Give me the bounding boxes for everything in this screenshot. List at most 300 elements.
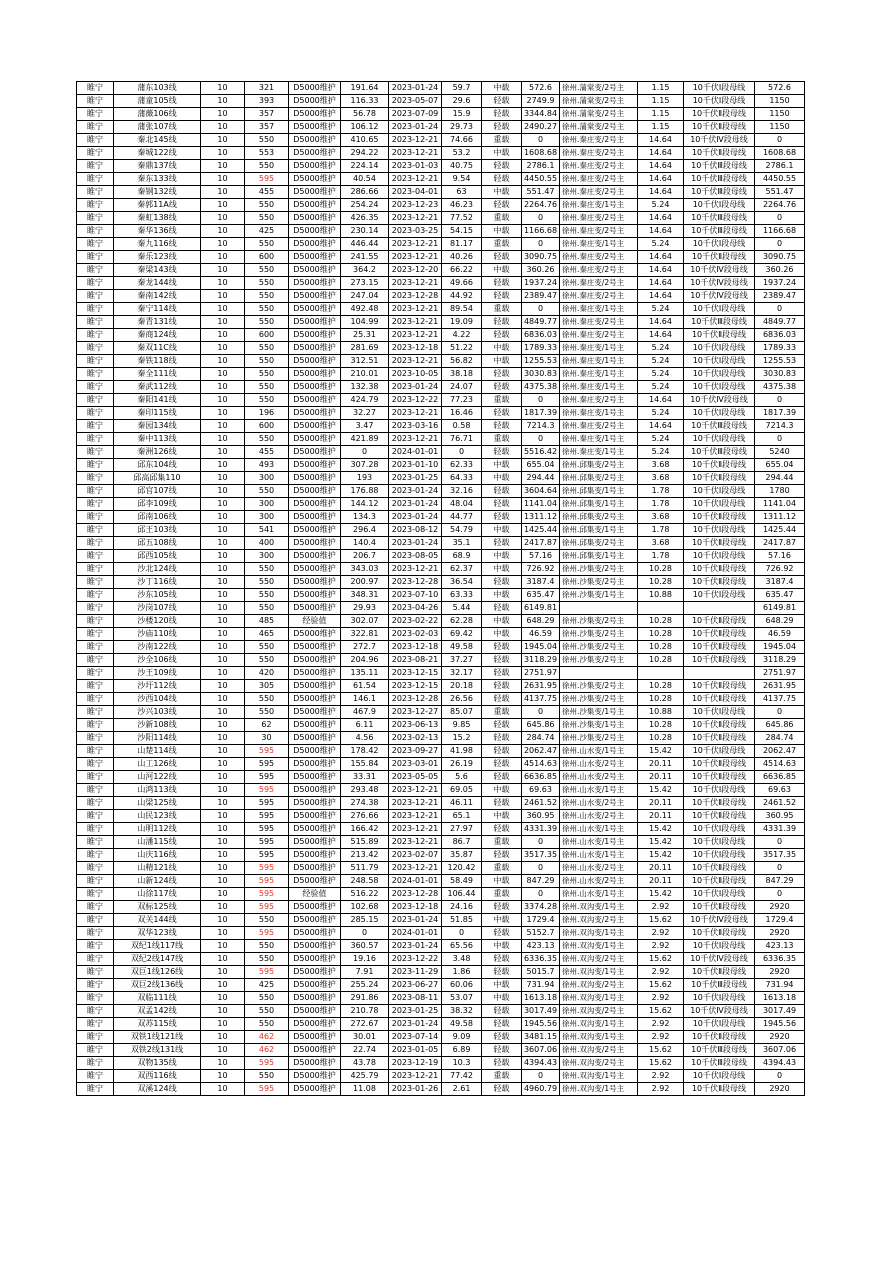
cell-county: 睢宁 [77, 1044, 114, 1057]
cell-status: 轻载 [482, 485, 522, 498]
cell-load: 516.22 [341, 888, 389, 901]
cell-substation: 徐州.双沟变/1号主 [560, 1070, 638, 1083]
cell-value: 2920 [755, 901, 805, 914]
cell-margin: 0 [522, 862, 560, 875]
cell-value: 0 [755, 394, 805, 407]
cell-date: 2023-02-13 [389, 732, 442, 745]
cell-county: 睢宁 [77, 654, 114, 667]
cell-capacity: 357 [245, 108, 289, 121]
cell-line: 秦鼎137线 [114, 160, 201, 173]
cell-rate: 26.19 [442, 758, 482, 771]
cell-capacity: 465 [245, 628, 289, 641]
cell-load: 360.57 [341, 940, 389, 953]
cell-method: D5000维护 [289, 563, 341, 576]
table-row [77, 472, 805, 485]
cell-rate: 60.06 [442, 979, 482, 992]
cell-county: 睢宁 [77, 277, 114, 290]
table-row [77, 940, 805, 953]
cell-rate: 68.9 [442, 550, 482, 563]
cell-date: 2023-12-21 [389, 329, 442, 342]
cell-busbar: 10千伏Ⅰ段母线 [684, 199, 755, 212]
cell-substation: 徐州.山水变/1号主 [560, 823, 638, 836]
cell-substation: 徐州.秦庄变/2号主 [560, 212, 638, 225]
table-row [77, 277, 805, 290]
cell-value: 360.95 [755, 810, 805, 823]
cell-rate: 44.92 [442, 290, 482, 303]
cell-busbar: 10千伏Ⅱ段母线 [684, 511, 755, 524]
cell-load: 30.01 [341, 1031, 389, 1044]
cell-county: 睢宁 [77, 576, 114, 589]
cell-substation [560, 602, 638, 615]
table-row [77, 1057, 805, 1070]
cell-substation: 徐州.邱集变/1号主 [560, 550, 638, 563]
cell-voltage: 10 [201, 160, 245, 173]
cell-sub_cap [638, 602, 684, 615]
cell-busbar: 10千伏Ⅰ段母线 [684, 940, 755, 953]
cell-county: 睢宁 [77, 264, 114, 277]
cell-method: D5000维护 [289, 628, 341, 641]
cell-capacity: 595 [245, 849, 289, 862]
cell-busbar: 10千伏Ⅱ段母线 [684, 108, 755, 121]
cell-substation: 徐州.秦庄变/2号主 [560, 134, 638, 147]
cell-method: D5000维护 [289, 446, 341, 459]
cell-load: 61.54 [341, 680, 389, 693]
cell-value: 6336.35 [755, 953, 805, 966]
cell-load: 281.69 [341, 342, 389, 355]
cell-voltage: 10 [201, 1083, 245, 1096]
cell-load: 421.89 [341, 433, 389, 446]
cell-rate: 37.27 [442, 654, 482, 667]
cell-method: D5000维护 [289, 225, 341, 238]
cell-sub_cap: 1.15 [638, 121, 684, 134]
cell-capacity: 462 [245, 1031, 289, 1044]
cell-county: 睢宁 [77, 927, 114, 940]
cell-load: 144.12 [341, 498, 389, 511]
cell-rate: 38.32 [442, 1005, 482, 1018]
cell-line: 邱李109线 [114, 498, 201, 511]
cell-rate: 9.85 [442, 719, 482, 732]
cell-method: D5000维护 [289, 1031, 341, 1044]
cell-capacity: 30 [245, 732, 289, 745]
cell-margin: 0 [522, 134, 560, 147]
cell-margin: 1255.53 [522, 355, 560, 368]
cell-load: 296.4 [341, 524, 389, 537]
table-row [77, 667, 805, 680]
cell-capacity: 550 [245, 940, 289, 953]
cell-value: 3607.06 [755, 1044, 805, 1057]
cell-line: 沙丁116线 [114, 576, 201, 589]
cell-busbar: 10千伏Ⅲ段母线 [684, 420, 755, 433]
cell-date: 2023-01-03 [389, 160, 442, 173]
cell-sub_cap: 5.24 [638, 433, 684, 446]
cell-capacity: 595 [245, 875, 289, 888]
cell-rate: 77.52 [442, 212, 482, 225]
cell-margin: 1817.39 [522, 407, 560, 420]
cell-capacity: 300 [245, 498, 289, 511]
cell-busbar: 10千伏Ⅱ段母线 [684, 563, 755, 576]
cell-busbar: 10千伏Ⅰ段母线 [684, 823, 755, 836]
cell-capacity: 550 [245, 238, 289, 251]
cell-status: 轻载 [482, 693, 522, 706]
cell-capacity: 485 [245, 615, 289, 628]
cell-load: 178.42 [341, 745, 389, 758]
cell-method: D5000维护 [289, 771, 341, 784]
cell-line: 蒲薇106线 [114, 108, 201, 121]
cell-line: 秦钢132线 [114, 186, 201, 199]
cell-voltage: 10 [201, 290, 245, 303]
cell-county: 睢宁 [77, 693, 114, 706]
cell-county: 睢宁 [77, 862, 114, 875]
cell-line: 沙北124线 [114, 563, 201, 576]
cell-voltage: 10 [201, 966, 245, 979]
cell-method: D5000维护 [289, 238, 341, 251]
cell-margin: 1937.24 [522, 277, 560, 290]
cell-substation: 徐州.秦庄变/2号主 [560, 316, 638, 329]
cell-substation: 徐州.邱集变/2号主 [560, 459, 638, 472]
cell-line: 邱官107线 [114, 485, 201, 498]
cell-value: 1613.18 [755, 992, 805, 1005]
cell-voltage: 10 [201, 927, 245, 940]
cell-sub_cap: 15.42 [638, 849, 684, 862]
table-row [77, 589, 805, 602]
cell-date: 2024-01-01 [389, 875, 442, 888]
cell-line: 沙西104线 [114, 693, 201, 706]
cell-load: 307.28 [341, 459, 389, 472]
cell-line: 双临111线 [114, 992, 201, 1005]
cell-line: 邱高邱集110 [114, 472, 201, 485]
cell-date: 2023-08-21 [389, 654, 442, 667]
cell-capacity: 400 [245, 537, 289, 550]
cell-county: 睢宁 [77, 550, 114, 563]
cell-voltage: 10 [201, 628, 245, 641]
table-row [77, 290, 805, 303]
cell-line: 双西116线 [114, 1070, 201, 1083]
cell-margin: 4137.75 [522, 693, 560, 706]
cell-substation: 徐州.蒲棠变/2号主 [560, 82, 638, 95]
cell-date: 2023-01-25 [389, 1005, 442, 1018]
cell-rate: 59.7 [442, 82, 482, 95]
cell-substation: 徐州.双沟变/2号主 [560, 979, 638, 992]
cell-capacity: 550 [245, 602, 289, 615]
cell-busbar: 10千伏Ⅲ段母线 [684, 225, 755, 238]
cell-voltage: 10 [201, 381, 245, 394]
cell-date: 2023-12-21 [389, 1070, 442, 1083]
cell-value: 1255.53 [755, 355, 805, 368]
table-row [77, 888, 805, 901]
cell-rate: 62.37 [442, 563, 482, 576]
table-row [77, 381, 805, 394]
cell-sub_cap: 14.64 [638, 186, 684, 199]
cell-line: 双纪2线147线 [114, 953, 201, 966]
cell-method: D5000维护 [289, 121, 341, 134]
cell-status: 轻载 [482, 849, 522, 862]
cell-margin: 423.13 [522, 940, 560, 953]
cell-capacity: 550 [245, 693, 289, 706]
cell-margin: 4960.79 [522, 1083, 560, 1096]
cell-county: 睢宁 [77, 888, 114, 901]
cell-busbar: 10千伏Ⅳ段母线 [684, 290, 755, 303]
cell-margin: 1945.56 [522, 1018, 560, 1031]
cell-value: 1937.24 [755, 277, 805, 290]
cell-load: 4.56 [341, 732, 389, 745]
cell-sub_cap: 20.11 [638, 797, 684, 810]
cell-county: 睢宁 [77, 407, 114, 420]
cell-substation: 徐州.双沟变/2号主 [560, 1057, 638, 1070]
cell-margin: 847.29 [522, 875, 560, 888]
cell-substation: 徐州.沙集变/1号主 [560, 719, 638, 732]
cell-sub_cap: 14.64 [638, 134, 684, 147]
cell-date: 2023-12-15 [389, 667, 442, 680]
cell-method: D5000维护 [289, 186, 341, 199]
table-row [77, 1044, 805, 1057]
cell-substation: 徐州.双沟变/2号主 [560, 914, 638, 927]
cell-value: 2389.47 [755, 290, 805, 303]
cell-method: D5000维护 [289, 394, 341, 407]
table-row [77, 511, 805, 524]
cell-method: D5000维护 [289, 966, 341, 979]
cell-rate: 3.48 [442, 953, 482, 966]
cell-line: 双物135线 [114, 1057, 201, 1070]
cell-method: D5000维护 [289, 862, 341, 875]
cell-date: 2023-12-21 [389, 134, 442, 147]
cell-sub_cap: 14.64 [638, 225, 684, 238]
cell-county: 睢宁 [77, 303, 114, 316]
cell-voltage: 10 [201, 407, 245, 420]
cell-capacity: 550 [245, 394, 289, 407]
cell-rate: 0.58 [442, 420, 482, 433]
cell-value: 847.29 [755, 875, 805, 888]
cell-rate: 49.58 [442, 1018, 482, 1031]
cell-rate: 64.33 [442, 472, 482, 485]
cell-load: 467.9 [341, 706, 389, 719]
cell-value: 4450.55 [755, 173, 805, 186]
cell-line: 秦铁118线 [114, 355, 201, 368]
cell-voltage: 10 [201, 615, 245, 628]
cell-capacity: 550 [245, 160, 289, 173]
cell-voltage: 10 [201, 199, 245, 212]
cell-capacity: 550 [245, 134, 289, 147]
cell-sub_cap: 10.28 [638, 576, 684, 589]
cell-line: 双纪1线117线 [114, 940, 201, 953]
cell-load: 134.3 [341, 511, 389, 524]
cell-value: 0 [755, 134, 805, 147]
cell-line: 秦商124线 [114, 329, 201, 342]
cell-busbar: 10千伏Ⅰ段母线 [684, 1018, 755, 1031]
cell-line: 秦中113线 [114, 433, 201, 446]
table-row [77, 264, 805, 277]
cell-load: 230.14 [341, 225, 389, 238]
cell-margin: 551.47 [522, 186, 560, 199]
cell-sub_cap: 2.92 [638, 940, 684, 953]
cell-status: 中载 [482, 563, 522, 576]
cell-value: 645.86 [755, 719, 805, 732]
cell-sub_cap: 5.24 [638, 199, 684, 212]
cell-value: 6836.03 [755, 329, 805, 342]
table-row [77, 446, 805, 459]
cell-sub_cap: 1.15 [638, 95, 684, 108]
cell-county: 睢宁 [77, 381, 114, 394]
table-row [77, 1031, 805, 1044]
cell-substation: 徐州.双沟变/2号主 [560, 1005, 638, 1018]
cell-voltage: 10 [201, 602, 245, 615]
cell-status: 中载 [482, 355, 522, 368]
cell-line: 沙庙110线 [114, 628, 201, 641]
cell-load: 276.66 [341, 810, 389, 823]
cell-voltage: 10 [201, 732, 245, 745]
cell-voltage: 10 [201, 1070, 245, 1083]
cell-status: 轻载 [482, 511, 522, 524]
cell-county: 睢宁 [77, 602, 114, 615]
table-row [77, 303, 805, 316]
cell-margin: 3607.06 [522, 1044, 560, 1057]
table-row [77, 355, 805, 368]
cell-value: 635.47 [755, 589, 805, 602]
cell-date: 2023-01-24 [389, 940, 442, 953]
cell-value: 1425.44 [755, 524, 805, 537]
table-row [77, 576, 805, 589]
cell-sub_cap: 15.42 [638, 836, 684, 849]
cell-sub_cap: 14.64 [638, 212, 684, 225]
cell-margin: 2389.47 [522, 290, 560, 303]
cell-busbar: 10千伏Ⅰ段母线 [684, 381, 755, 394]
cell-county: 睢宁 [77, 628, 114, 641]
cell-county: 睢宁 [77, 160, 114, 173]
cell-rate: 35.87 [442, 849, 482, 862]
cell-date: 2023-02-03 [389, 628, 442, 641]
cell-busbar: 10千伏Ⅱ段母线 [684, 1031, 755, 1044]
cell-status: 轻载 [482, 576, 522, 589]
cell-method: D5000维护 [289, 524, 341, 537]
cell-busbar: 10千伏Ⅱ段母线 [684, 251, 755, 264]
cell-line: 沙全106线 [114, 654, 201, 667]
cell-substation: 徐州.秦庄变/2号主 [560, 290, 638, 303]
cell-date: 2023-12-21 [389, 862, 442, 875]
cell-method: D5000维护 [289, 706, 341, 719]
cell-date: 2023-04-26 [389, 602, 442, 615]
cell-substation: 徐州.秦庄变/2号主 [560, 251, 638, 264]
cell-load: 25.31 [341, 329, 389, 342]
cell-substation: 徐州.沙集变/2号主 [560, 654, 638, 667]
table-row [77, 329, 805, 342]
cell-voltage: 10 [201, 940, 245, 953]
cell-capacity: 550 [245, 290, 289, 303]
cell-capacity: 550 [245, 368, 289, 381]
cell-rate: 49.58 [442, 641, 482, 654]
cell-line: 秦虹138线 [114, 212, 201, 225]
cell-status: 轻载 [482, 771, 522, 784]
cell-sub_cap: 15.62 [638, 1005, 684, 1018]
cell-method: D5000维护 [289, 732, 341, 745]
cell-voltage: 10 [201, 979, 245, 992]
cell-sub_cap: 14.64 [638, 264, 684, 277]
cell-sub_cap: 2.92 [638, 927, 684, 940]
cell-line: 双苏115线 [114, 1018, 201, 1031]
cell-value: 2920 [755, 1031, 805, 1044]
cell-capacity: 595 [245, 173, 289, 186]
cell-load: 0 [341, 927, 389, 940]
cell-load: 294.22 [341, 147, 389, 160]
cell-rate: 46.11 [442, 797, 482, 810]
table-row [77, 147, 805, 160]
cell-date: 2023-12-21 [389, 147, 442, 160]
cell-method: D5000维护 [289, 901, 341, 914]
cell-margin: 0 [522, 212, 560, 225]
cell-capacity: 550 [245, 264, 289, 277]
cell-margin: 635.47 [522, 589, 560, 602]
cell-voltage: 10 [201, 680, 245, 693]
cell-status: 轻载 [482, 927, 522, 940]
cell-substation: 徐州.山水变/1号主 [560, 888, 638, 901]
cell-sub_cap: 1.78 [638, 485, 684, 498]
cell-date: 2023-12-21 [389, 303, 442, 316]
cell-sub_cap: 10.28 [638, 719, 684, 732]
cell-date: 2023-12-28 [389, 290, 442, 303]
cell-line: 秦华136线 [114, 225, 201, 238]
cell-margin: 1608.68 [522, 147, 560, 160]
cell-date: 2023-01-25 [389, 472, 442, 485]
cell-load: 286.66 [341, 186, 389, 199]
cell-load: 213.42 [341, 849, 389, 862]
cell-line: 沙兴103线 [114, 706, 201, 719]
cell-busbar: 10千伏Ⅱ段母线 [684, 654, 755, 667]
cell-capacity: 550 [245, 992, 289, 1005]
cell-voltage: 10 [201, 82, 245, 95]
cell-status: 轻载 [482, 641, 522, 654]
cell-load: 22.74 [341, 1044, 389, 1057]
cell-date: 2023-06-13 [389, 719, 442, 732]
cell-value: 655.04 [755, 459, 805, 472]
cell-method: D5000维护 [289, 433, 341, 446]
cell-load: 424.79 [341, 394, 389, 407]
cell-date: 2023-12-21 [389, 238, 442, 251]
cell-county: 睢宁 [77, 719, 114, 732]
cell-margin: 3118.29 [522, 654, 560, 667]
cell-date: 2023-08-11 [389, 992, 442, 1005]
cell-rate: 41.98 [442, 745, 482, 758]
table-row [77, 212, 805, 225]
cell-margin: 0 [522, 706, 560, 719]
cell-voltage: 10 [201, 108, 245, 121]
cell-county: 睢宁 [77, 537, 114, 550]
cell-date: 2023-05-05 [389, 771, 442, 784]
cell-line: 山鸿113线 [114, 784, 201, 797]
cell-method: D5000维护 [289, 485, 341, 498]
cell-busbar: 10千伏Ⅱ段母线 [684, 628, 755, 641]
cell-voltage: 10 [201, 212, 245, 225]
cell-date: 2023-12-22 [389, 953, 442, 966]
cell-substation: 徐州.双沟变/1号主 [560, 1031, 638, 1044]
cell-method: D5000维护 [289, 342, 341, 355]
cell-margin: 1729.4 [522, 914, 560, 927]
cell-busbar: 10千伏Ⅰ段母线 [684, 433, 755, 446]
cell-rate: 89.54 [442, 303, 482, 316]
cell-status: 轻载 [482, 121, 522, 134]
cell-rate: 54.79 [442, 524, 482, 537]
cell-date: 2023-12-21 [389, 277, 442, 290]
cell-substation: 徐州.蒲棠变/2号主 [560, 108, 638, 121]
cell-sub_cap: 5.24 [638, 381, 684, 394]
cell-voltage: 10 [201, 186, 245, 199]
cell-rate: 106.44 [442, 888, 482, 901]
cell-rate: 2.61 [442, 1083, 482, 1096]
cell-voltage: 10 [201, 485, 245, 498]
cell-busbar: 10千伏Ⅱ段母线 [684, 966, 755, 979]
cell-status: 中载 [482, 342, 522, 355]
cell-status: 轻载 [482, 654, 522, 667]
cell-value: 57.16 [755, 550, 805, 563]
cell-line: 邱东104线 [114, 459, 201, 472]
cell-date: 2023-08-05 [389, 550, 442, 563]
